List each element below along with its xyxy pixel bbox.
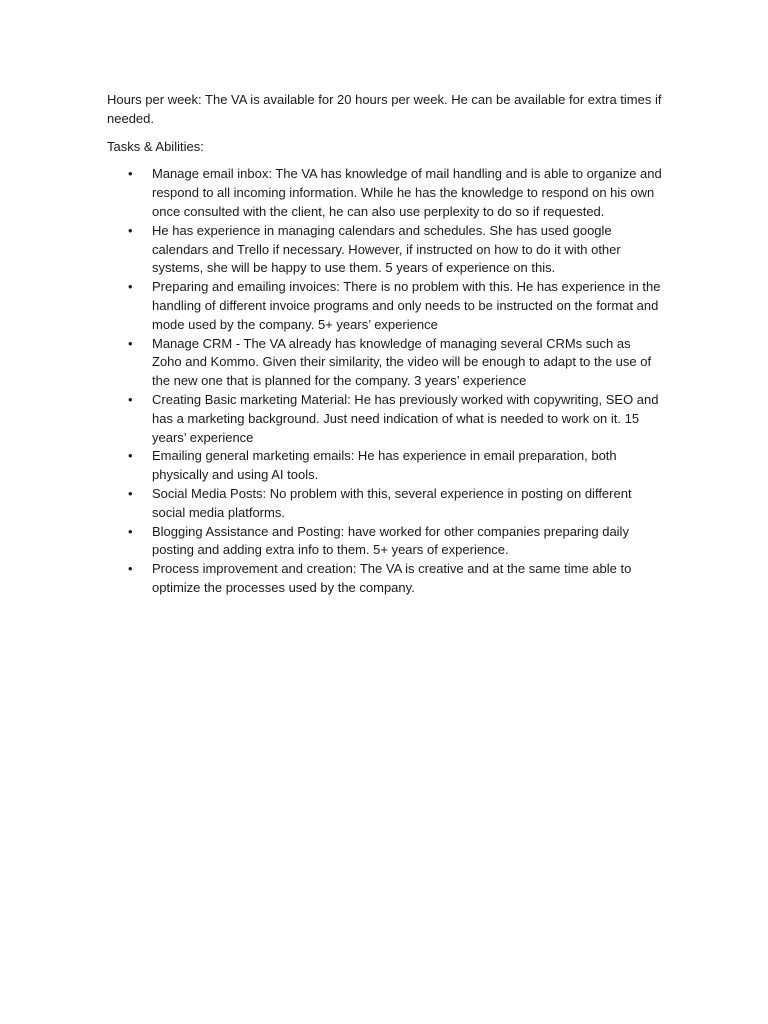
task-text: Process improvement and creation: The VA is creative and at the same time able to optimize the processes used by the company. bbox=[152, 561, 632, 595]
task-text: Preparing and emailing invoices: There is no problem with this. He has experience in the handling of different invoice programs and only needs to be instructed on the format and mode used by the company. 5+ years’ experience bbox=[152, 279, 661, 332]
document-body bbox=[107, 91, 663, 598]
bullet-icon: • bbox=[128, 485, 133, 501]
bullet-icon: • bbox=[128, 335, 133, 351]
bullet-icon: • bbox=[128, 523, 133, 539]
task-text: Manage email inbox: The VA has knowledge of mail handling and is able to organize and respond to all incoming information. While he has the knowledge to respond on his own once consulted with the client, he can also use perplexity to do so if requested. bbox=[152, 166, 662, 219]
task-text: He has experience in managing calendars and schedules. She has used google calendars and Trello if necessary. However, if instructed on how to do it with other systems, she will be happy to use them. 5 years of experience on this. bbox=[152, 222, 621, 276]
list-item bbox=[107, 391, 663, 447]
task-text: Emailing general marketing emails: He has experience in email preparation, both physically and using AI tools. bbox=[152, 448, 617, 483]
list-item bbox=[107, 222, 663, 278]
list-item bbox=[107, 165, 663, 221]
tasks-heading: Tasks & Abilities: bbox=[107, 138, 204, 154]
hours-paragraph: Hours per week: The VA is available for 20 hours per week. He can be available for extra times if needed. bbox=[107, 92, 662, 126]
task-text: Creating Basic marketing Material: He has previously worked with copywriting, SEO and has a marketing background. Just need indication of what is needed to work on it. 15 years’ experience bbox=[152, 391, 659, 445]
bullet-icon: • bbox=[128, 391, 133, 407]
task-text: Social Media Posts: No problem with this, several experience in posting on different social media platforms. bbox=[152, 485, 632, 520]
list-item bbox=[107, 485, 663, 523]
bullet-icon: • bbox=[128, 222, 133, 238]
task-text: Blogging Assistance and Posting: have worked for other companies preparing daily posting and adding extra info to them. 5+ years of experience. bbox=[152, 523, 629, 558]
list-item bbox=[107, 335, 663, 391]
bullet-icon: • bbox=[128, 448, 133, 464]
task-text: Manage CRM - The VA already has knowledge of managing several CRMs such as Zoho and Kommo. Given their similarity, the video will be enough to adapt to the use of the new one that is planned for the company. 3 years’ experience bbox=[152, 335, 652, 389]
tasks-list bbox=[107, 165, 663, 597]
bullet-icon: • bbox=[128, 561, 133, 577]
list-item bbox=[107, 560, 663, 598]
list-item bbox=[107, 447, 663, 485]
bullet-icon: • bbox=[128, 279, 133, 295]
bullet-icon: • bbox=[128, 166, 133, 182]
list-item bbox=[107, 523, 663, 561]
list-item bbox=[107, 278, 663, 334]
